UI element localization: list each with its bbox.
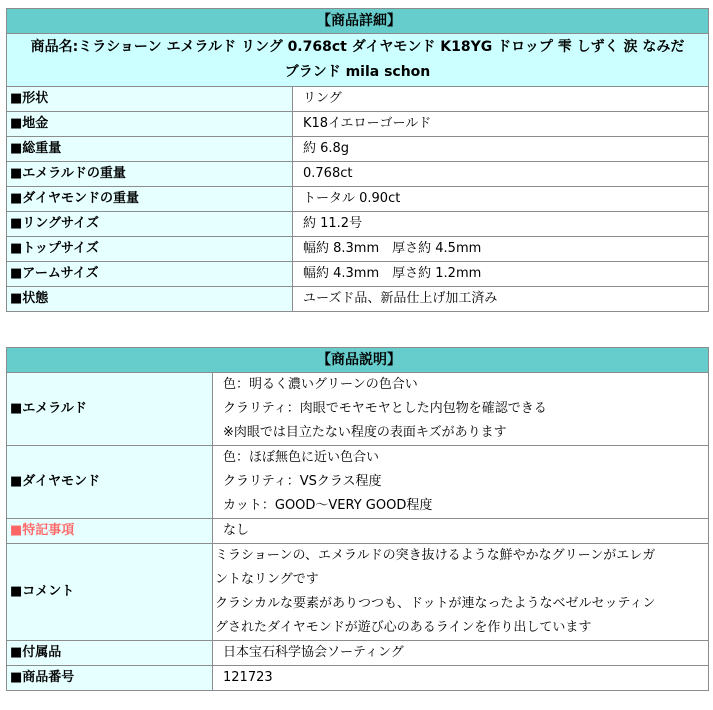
- product-description-table: [6, 347, 709, 691]
- details-header: 【商品詳細】: [7, 9, 709, 34]
- table-row: [7, 162, 709, 187]
- row-label-metal: ■地金: [7, 112, 293, 137]
- table-row: [7, 187, 709, 212]
- row-label-ring-size: ■リングサイズ: [7, 212, 293, 237]
- row-value-condition: ユーズド品、新品仕上げ加工済み: [293, 287, 709, 312]
- diamond-clarity: クラリティ：VSクラス程度: [223, 474, 382, 489]
- row-label-arm-size: ■アームサイズ: [7, 262, 293, 287]
- row-value-shape: リング: [293, 87, 709, 112]
- comment-line: ミラショーンの、エメラルドの突き抜けるような鮮やかなグリーンがエレガ: [215, 548, 656, 563]
- row-label-shape: ■形状: [7, 87, 293, 112]
- brand-name: ブランド mila schon: [284, 64, 431, 80]
- comment-text: [213, 544, 709, 641]
- diamond-details: [213, 446, 709, 519]
- comment-line: グされたダイヤモンドが遊び心のあるラインを作り出しています: [215, 620, 592, 635]
- emerald-label: ■エメラルド: [7, 373, 213, 446]
- product-details-table: [6, 8, 709, 312]
- emerald-details: [213, 373, 709, 446]
- row-label-emerald-weight: ■エメラルドの重量: [7, 162, 293, 187]
- row-label-diamond-weight: ■ダイヤモンドの重量: [7, 187, 293, 212]
- row-value-ring-size: 約 11.2号: [293, 212, 709, 237]
- emerald-note: ※肉眼では目立たない程度の表面キズがあります: [223, 425, 507, 440]
- table-row: [7, 262, 709, 287]
- table-row: [7, 373, 709, 446]
- diamond-cut: カット：GOOD～VERY GOOD程度: [223, 498, 433, 513]
- row-label-condition: ■状態: [7, 287, 293, 312]
- table-row: [7, 212, 709, 237]
- row-value-metal: K18イエローゴールド: [293, 112, 709, 137]
- table-row: [7, 666, 709, 691]
- table-row: [7, 641, 709, 666]
- diamond-label: ■ダイヤモンド: [7, 446, 213, 519]
- product-number-label: ■商品番号: [7, 666, 213, 691]
- row-value-emerald-weight: 0.768ct: [293, 162, 709, 187]
- table-row: [7, 287, 709, 312]
- comment-line: ントなリングです: [215, 572, 319, 587]
- row-label-total-weight: ■総重量: [7, 137, 293, 162]
- special-notes-label: ■特記事項: [7, 519, 213, 544]
- row-value-total-weight: 約 6.8g: [293, 137, 709, 162]
- table-row: [7, 237, 709, 262]
- table-row: [7, 137, 709, 162]
- product-name: 商品名:ミラショーン エメラルド リング 0.768ct ダイヤモンド K18YG ドロップ 雫 しずく 涙 なみだ: [30, 39, 685, 55]
- table-row: [7, 446, 709, 519]
- comment-line: クラシカルな要素がありつつも、ドットが連なったようなベゼルセッティン: [215, 596, 656, 611]
- product-number-value: 121723: [213, 666, 709, 691]
- row-value-diamond-weight: トータル 0.90ct: [293, 187, 709, 212]
- table-row: [7, 544, 709, 641]
- table-row: [7, 87, 709, 112]
- comment-label: ■コメント: [7, 544, 213, 641]
- product-title: [7, 34, 709, 87]
- table-row: [7, 112, 709, 137]
- accessories-label: ■付属品: [7, 641, 213, 666]
- accessories-value: 日本宝石科学協会ソーティング: [213, 641, 709, 666]
- table-row: [7, 519, 709, 544]
- row-label-top-size: ■トップサイズ: [7, 237, 293, 262]
- row-value-arm-size: 幅約 4.3mm 厚さ約 1.2mm: [293, 262, 709, 287]
- special-notes-value: なし: [213, 519, 709, 544]
- description-header: 【商品説明】: [7, 348, 709, 373]
- diamond-color: 色：ほぼ無色に近い色合い: [223, 450, 380, 465]
- emerald-clarity: クラリティ：肉眼でモヤモヤとした内包物を確認できる: [223, 401, 547, 416]
- emerald-color: 色：明るく濃いグリーンの色合い: [223, 377, 418, 392]
- row-value-top-size: 幅約 8.3mm 厚さ約 4.5mm: [293, 237, 709, 262]
